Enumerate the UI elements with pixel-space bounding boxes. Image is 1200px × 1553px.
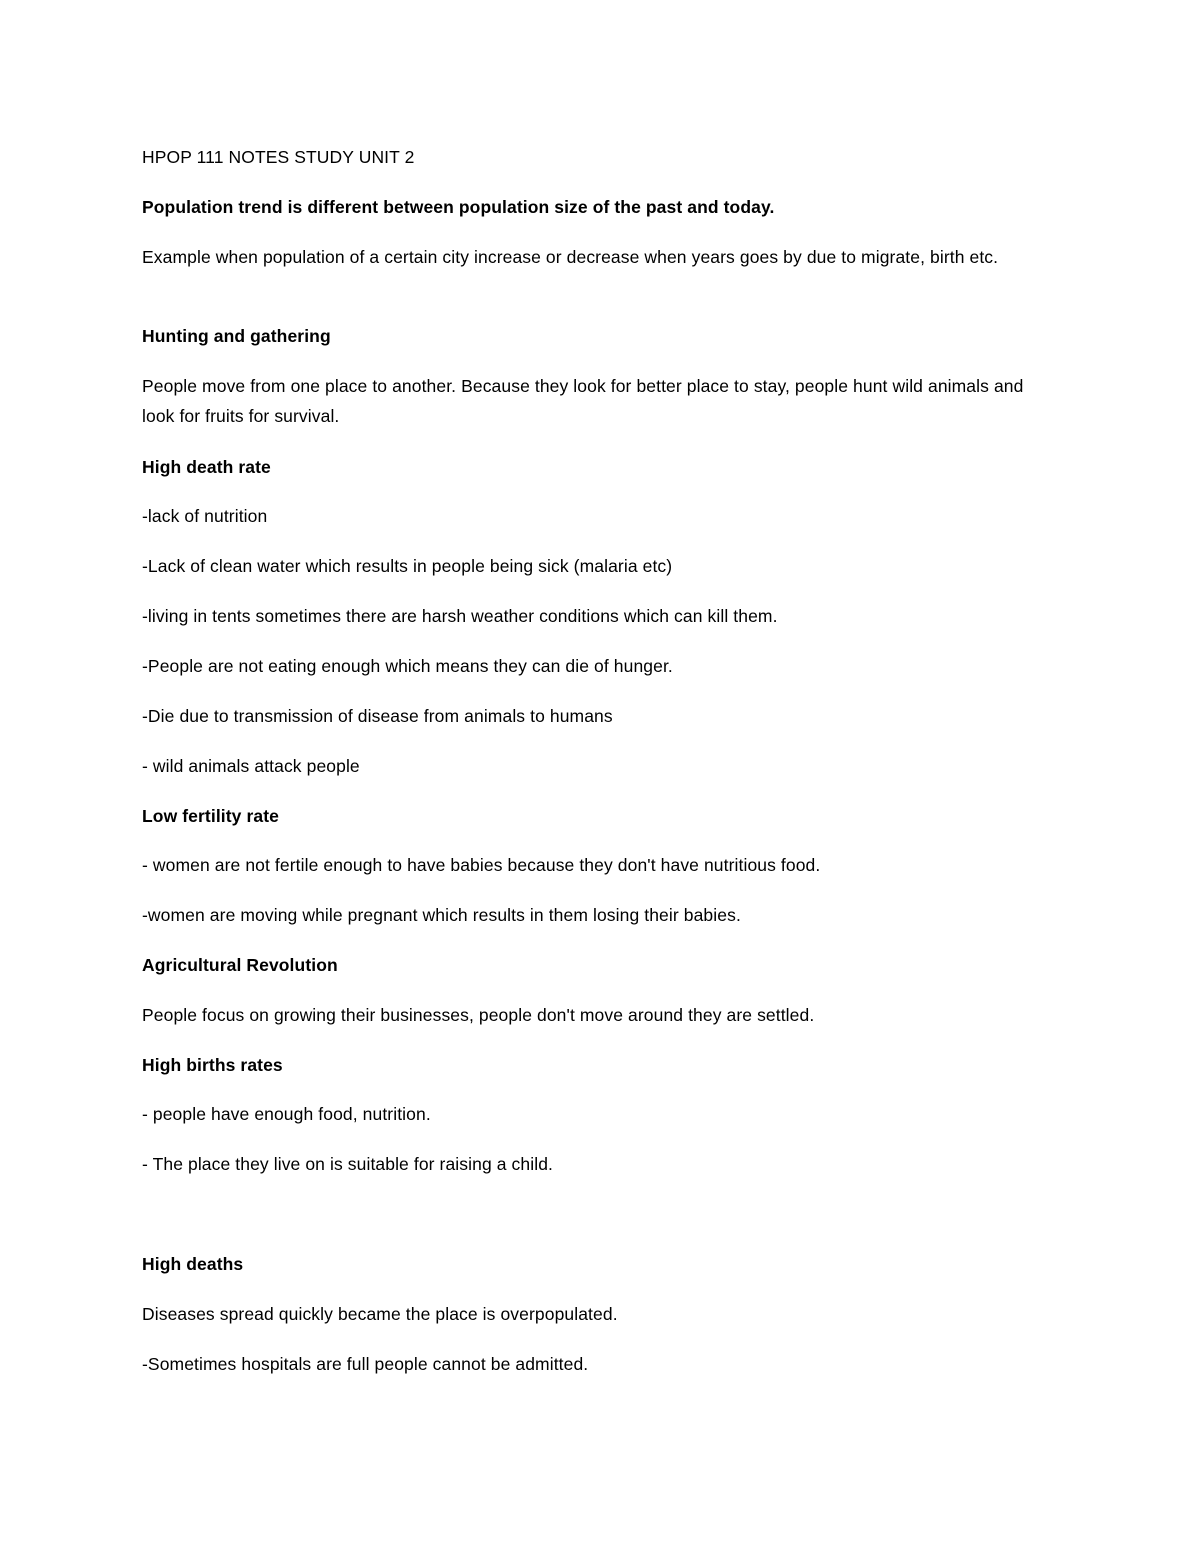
list-item: - people have enough food, nutrition.: [142, 1104, 431, 1124]
intro-example: Example when population of a certain city increase or decrease when years goes by due to migrate, birth etc.: [142, 247, 999, 267]
section-heading-high-births: High births rates: [142, 1055, 283, 1075]
list-item: - women are not fertile enough to have babies because they don't have nutritious food.: [142, 855, 821, 875]
list-item: -lack of nutrition: [142, 506, 268, 526]
list-item: -Sometimes hospitals are full people cannot be admitted.: [142, 1354, 589, 1374]
section-heading-high-deaths: High deaths: [142, 1254, 244, 1274]
section-text-high-deaths: Diseases spread quickly became the place is overpopulated.: [142, 1304, 618, 1324]
document-title: HPOP 111 NOTES STUDY UNIT 2: [142, 147, 415, 167]
section-text-agricultural: People focus on growing their businesses, people don't move around they are settled.: [142, 1005, 815, 1025]
section-heading-hunting: Hunting and gathering: [142, 326, 331, 346]
section-heading-agricultural: Agricultural Revolution: [142, 955, 338, 975]
list-item: - wild animals attack people: [142, 756, 360, 776]
list-item: -Die due to transmission of disease from animals to humans: [142, 706, 613, 726]
list-item: -Lack of clean water which results in people being sick (malaria etc): [142, 556, 673, 576]
list-item: -People are not eating enough which means they can die of hunger.: [142, 656, 673, 676]
list-item: -women are moving while pregnant which results in them losing their babies.: [142, 905, 741, 925]
list-item: -living in tents sometimes there are harsh weather conditions which can kill them.: [142, 606, 778, 626]
section-heading-high-death-rate: High death rate: [142, 457, 271, 477]
section-text-hunting: People move from one place to another. Because they look for better place to stay, people hunt wild animals and look for fruits for survival.: [142, 376, 1024, 426]
intro-heading: Population trend is different between population size of the past and today.: [142, 197, 775, 217]
list-item: - The place they live on is suitable for raising a child.: [142, 1154, 554, 1174]
section-heading-low-fertility: Low fertility rate: [142, 806, 279, 826]
